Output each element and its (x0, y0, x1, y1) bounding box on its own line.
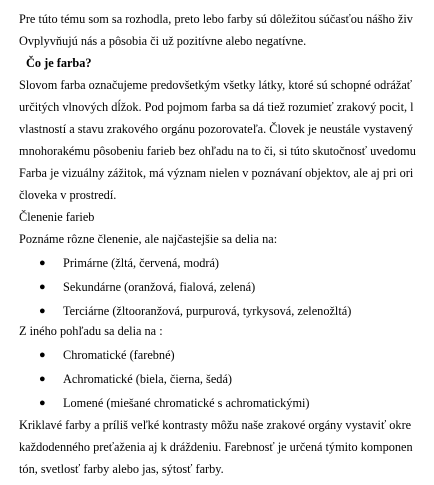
list-item-text: Terciárne (žltooranžová, purpurová, tyrkysová, zelenožltá) (63, 304, 352, 318)
list-item-text: Primárne (žltá, červená, modrá) (63, 256, 220, 270)
bullet-icon: ● (39, 373, 46, 385)
list-item-text: Achromatické (biela, čierna, šedá) (63, 372, 232, 386)
intro-line-1: Pre túto tému som sa rozhodla, preto lebo farby sú dôležitou súčasťou nášho živ (19, 12, 413, 26)
list-item-text: Lomené (miešané chromatické s achromatickými) (63, 396, 310, 410)
bullet-icon: ● (39, 257, 46, 269)
bullet-icon: ● (39, 281, 46, 293)
bullet-icon: ● (39, 305, 46, 317)
paragraph-line-3: vlastností a stavu zrakového orgánu pozorovateľa. Človek je neustále vystavený (19, 122, 414, 136)
list-intro-2: Z iného pohľadu sa delia na : (19, 324, 163, 338)
heading-co-je-farba: Čo je farba? (26, 56, 92, 70)
paragraph-line-6: človeka v prostredí. (19, 188, 117, 202)
paragraph-line-4: mnohorakému pôsobeniu farieb bez ohľadu na to či, si túto skutočnosť uvedomu (19, 144, 416, 158)
list-item-text: Chromatické (farebné) (63, 348, 175, 362)
list-item-text: Sekundárne (oranžová, fialová, zelená) (63, 280, 256, 294)
closing-line-1: Kriklavé farby a príliš veľké kontrasty môžu naše zrakové orgány vystaviť okre (19, 418, 412, 432)
list-intro-1: Poznáme rôzne členenie, ale najčastejšie sa delia na: (19, 232, 278, 246)
section-title: Členenie farieb (19, 210, 95, 224)
bullet-icon: ● (39, 397, 46, 409)
intro-line-2: Ovplyvňujú nás a pôsobia či už pozitívne alebo negatívne. (19, 34, 307, 48)
closing-line-2: každodenného preťaženia aj k dráždeniu. Farebnosť je určená týmito komponen (19, 440, 413, 454)
bullet-icon: ● (39, 349, 46, 361)
paragraph-line-5: Farba je vizuálny zážitok, má význam nielen v poznávaní objektov, ale aj pri ori (19, 166, 414, 180)
paragraph-line-1: Slovom farba označujeme predovšetkým všetky látky, ktoré sú schopné odrážať (19, 78, 413, 92)
closing-line-3: tón, svetlosť farby alebo jas, sýtosť farby. (19, 462, 224, 476)
paragraph-line-2: určitých vlnových dĺžok. Pod pojmom farba sa dá tiež rozumieť zrakový pocit, l (19, 100, 414, 114)
